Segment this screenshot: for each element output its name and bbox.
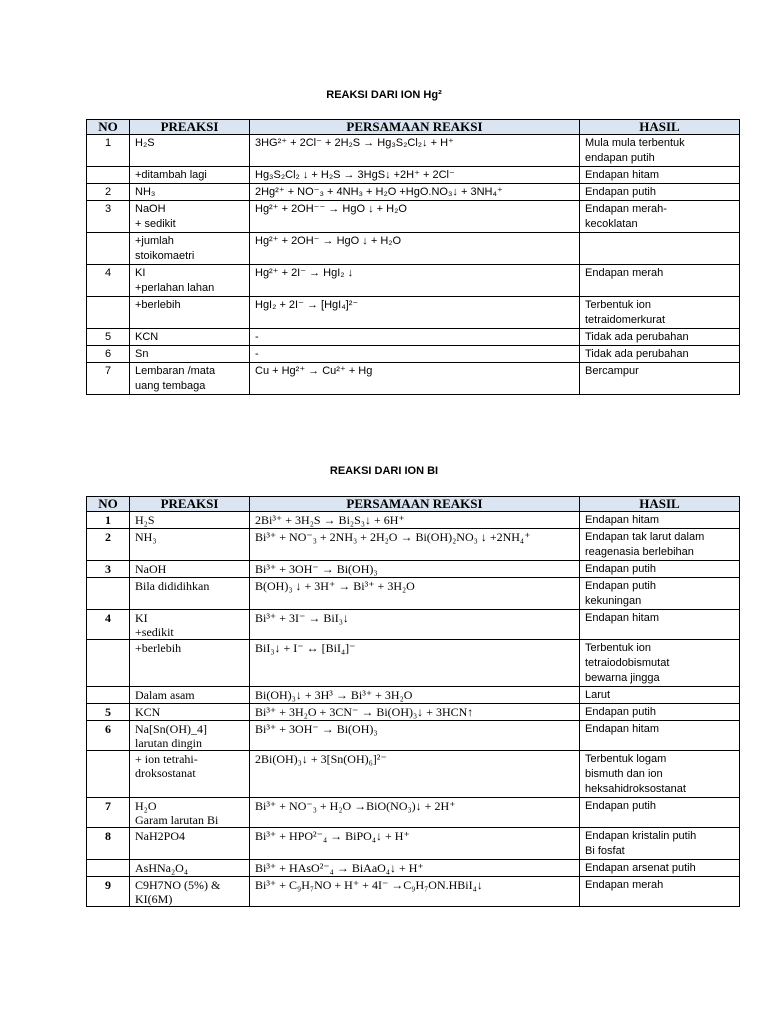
cell-no: 7 — [87, 363, 130, 395]
cell-no: 1 — [87, 512, 130, 529]
section2-title: REAKSI DARI ION BI — [329, 465, 439, 477]
cell-no — [87, 297, 130, 329]
cell-hasil: Endapan kristalin putih Bi fosfat — [580, 828, 740, 860]
cell-hasil: Bercampur — [580, 363, 740, 395]
cell-persamaan: Hg²⁺ + 2I⁻ → HgI₂ ↓ — [250, 265, 580, 297]
cell-hasil: Endapan putih — [580, 561, 740, 578]
cell-persamaan: Hg²⁺ + 2OH⁻⁻ → HgO ↓ + H₂O — [250, 201, 580, 233]
table-row — [87, 512, 740, 529]
cell-hasil: Tidak ada perubahan — [580, 346, 740, 363]
cell-preaksi: +ditambah lagi — [130, 167, 250, 184]
cell-no: 4 — [87, 265, 130, 297]
cell-hasil: Endapan hitam — [580, 610, 740, 640]
cell-preaksi: Dalam asam — [130, 687, 250, 704]
cell-hasil: Endapan putih kekuningan — [580, 578, 740, 610]
cell-preaksi: H₂S — [130, 512, 250, 529]
cell-persamaan: Hg₃S₂Cl₂ ↓ + H₂S → 3HgS↓ +2H⁺ + 2Cl⁻ — [250, 167, 580, 184]
cell-no — [87, 167, 130, 184]
table-row — [87, 704, 740, 721]
cell-hasil: Endapan putih — [580, 704, 740, 721]
table-row — [87, 297, 740, 329]
header-hasil: HASIL — [580, 120, 740, 135]
cell-preaksi: +berlebih — [130, 640, 250, 687]
cell-preaksi: NH₃ — [130, 529, 250, 561]
cell-persamaan: 3HG²⁺ + 2Cl⁻ + 2H₂S → Hg₃S₂Cl₂↓ + H⁺ — [250, 135, 580, 167]
cell-persamaan: Bi³⁺ + C₉H₇NO + H⁺ + 4I⁻ →C₉H₇ON.HBiI₄↓ — [250, 877, 580, 907]
cell-no: 8 — [87, 828, 130, 860]
cell-preaksi: KCN — [130, 704, 250, 721]
table-row — [87, 828, 740, 860]
header-persamaan: PERSAMAAN REAKSI — [250, 497, 580, 512]
cell-no — [87, 578, 130, 610]
bi-reaction-table — [86, 496, 740, 907]
cell-persamaan: Cu + Hg²⁺ → Cu²⁺ + Hg — [250, 363, 580, 395]
cell-persamaan: Bi³⁺ + NO⁻₃ + 2NH₃ + 2H₂O → Bi(OH)₂NO₃ ↓ +2NH₄⁺ — [250, 529, 580, 561]
cell-no: 1 — [87, 135, 130, 167]
table-row — [87, 798, 740, 828]
cell-persamaan: 2Hg²⁺ + NO⁻₃ + 4NH₃ + H₂O +HgO.NO₃↓ + 3NH₄⁺ — [250, 184, 580, 201]
cell-preaksi: +jumlah stoikomaetri — [130, 233, 250, 265]
cell-no: 3 — [87, 201, 130, 233]
cell-persamaan: - — [250, 346, 580, 363]
header-no: NO — [87, 497, 130, 512]
cell-preaksi: Sn — [130, 346, 250, 363]
cell-preaksi: KI +perlahan lahan — [130, 265, 250, 297]
cell-no — [87, 233, 130, 265]
table-row — [87, 135, 740, 167]
cell-persamaan: Bi³⁺ + 3OH⁻ → Bi(OH)₃ — [250, 721, 580, 751]
cell-persamaan: 2Bi³⁺ + 3H₂S → Bi₂S₃↓ + 6H⁺ — [250, 512, 580, 529]
cell-preaksi: H₂O Garam larutan Bi — [130, 798, 250, 828]
table-row — [87, 610, 740, 640]
cell-no: 9 — [87, 877, 130, 907]
table-row — [87, 265, 740, 297]
cell-hasil: Endapan hitam — [580, 721, 740, 751]
cell-preaksi: KI +sedikit — [130, 610, 250, 640]
cell-no: 3 — [87, 561, 130, 578]
cell-no: 5 — [87, 329, 130, 346]
cell-preaksi: C9H7NO (5%) & KI(6M) — [130, 877, 250, 907]
table-header-row — [87, 120, 740, 135]
cell-no — [87, 751, 130, 798]
cell-preaksi: NaOH + sedikit — [130, 201, 250, 233]
header-no: NO — [87, 120, 130, 135]
table-row — [87, 201, 740, 233]
cell-preaksi: +berlebih — [130, 297, 250, 329]
table-row — [87, 687, 740, 704]
table-row — [87, 860, 740, 877]
table-row — [87, 233, 740, 265]
cell-persamaan: - — [250, 329, 580, 346]
table-row — [87, 529, 740, 561]
cell-preaksi: NaH2PO4 — [130, 828, 250, 860]
cell-preaksi: AsHNa₂O₄ — [130, 860, 250, 877]
cell-persamaan: Bi³⁺ + 3H₂O + 3CN⁻ → Bi(OH)₃↓ + 3HCN↑ — [250, 704, 580, 721]
cell-persamaan: 2Bi(OH)₃↓ + 3[Sn(OH)₆]²⁻ — [250, 751, 580, 798]
cell-preaksi: Bila dididihkan — [130, 578, 250, 610]
cell-hasil: Endapan merah- kecoklatan — [580, 201, 740, 233]
cell-no — [87, 640, 130, 687]
cell-preaksi: NaOH — [130, 561, 250, 578]
table-row — [87, 363, 740, 395]
table-row — [87, 721, 740, 751]
cell-hasil: Endapan tak larut dalam reagenasia berlebihan — [580, 529, 740, 561]
cell-no: 4 — [87, 610, 130, 640]
table-row — [87, 561, 740, 578]
table-row — [87, 184, 740, 201]
cell-preaksi: H₂S — [130, 135, 250, 167]
cell-persamaan: Hg²⁺ + 2OH⁻ → HgO ↓ + H₂O — [250, 233, 580, 265]
cell-preaksi: Na[Sn(OH)_4] larutan dingin — [130, 721, 250, 751]
cell-hasil: Larut — [580, 687, 740, 704]
cell-no: 7 — [87, 798, 130, 828]
cell-no — [87, 687, 130, 704]
cell-hasil: Endapan merah — [580, 877, 740, 907]
header-hasil: HASIL — [580, 497, 740, 512]
cell-hasil: Tidak ada perubahan — [580, 329, 740, 346]
hg-reaction-table — [86, 119, 740, 395]
cell-persamaan: B(OH)₃ ↓ + 3H⁺ → Bi³⁺ + 3H₂O — [250, 578, 580, 610]
table-header-row — [87, 497, 740, 512]
cell-no — [87, 860, 130, 877]
cell-no: 2 — [87, 184, 130, 201]
cell-persamaan: Bi(OH)₃↓ + 3H³ → Bi³⁺ + 3H₂O — [250, 687, 580, 704]
cell-no: 2 — [87, 529, 130, 561]
header-preaksi: PREAKSI — [130, 120, 250, 135]
cell-hasil: Endapan hitam — [580, 512, 740, 529]
cell-preaksi: Lembaran /mata uang tembaga — [130, 363, 250, 395]
cell-persamaan: BiI₃↓ + I⁻ ↔ [BiI₄]⁻ — [250, 640, 580, 687]
cell-hasil — [580, 233, 740, 265]
cell-hasil: Terbentuk ion tetraiodobismutat bewarna jingga — [580, 640, 740, 687]
table-row — [87, 167, 740, 184]
cell-persamaan: Bi³⁺ + HAsO²⁻₄ → BiAaO₄↓ + H⁺ — [250, 860, 580, 877]
cell-hasil: Endapan arsenat putih — [580, 860, 740, 877]
table-row — [87, 640, 740, 687]
cell-persamaan: HgI₂ + 2I⁻ → [HgI₄]²⁻ — [250, 297, 580, 329]
cell-hasil: Endapan putih — [580, 184, 740, 201]
cell-persamaan: Bi³⁺ + 3OH⁻ → Bi(OH)₃ — [250, 561, 580, 578]
cell-no: 5 — [87, 704, 130, 721]
cell-preaksi: + ion tetrahi- droksostanat — [130, 751, 250, 798]
section1-title: REAKSI DARI ION Hg² — [326, 89, 442, 101]
table-row — [87, 877, 740, 907]
cell-hasil: Terbentuk logam bismuth dan ion heksahidroksostanat — [580, 751, 740, 798]
cell-hasil: Terbentuk ion tetraidomerkurat — [580, 297, 740, 329]
table-row — [87, 329, 740, 346]
table-row — [87, 751, 740, 798]
cell-hasil: Mula mula terbentuk endapan putih — [580, 135, 740, 167]
cell-persamaan: Bi³⁺ + NO⁻₃ + H₂O →BiO(NO₃)↓ + 2H⁺ — [250, 798, 580, 828]
header-preaksi: PREAKSI — [130, 497, 250, 512]
cell-hasil: Endapan hitam — [580, 167, 740, 184]
cell-no: 6 — [87, 721, 130, 751]
cell-persamaan: Bi³⁺ + 3I⁻ → BiI₃↓ — [250, 610, 580, 640]
cell-preaksi: KCN — [130, 329, 250, 346]
cell-hasil: Endapan merah — [580, 265, 740, 297]
table-row — [87, 346, 740, 363]
cell-preaksi: NH₃ — [130, 184, 250, 201]
cell-no: 6 — [87, 346, 130, 363]
cell-hasil: Endapan putih — [580, 798, 740, 828]
table-row — [87, 578, 740, 610]
cell-persamaan: Bi³⁺ + HPO²⁻₄ → BiPO₄↓ + H⁺ — [250, 828, 580, 860]
header-persamaan: PERSAMAAN REAKSI — [250, 120, 580, 135]
